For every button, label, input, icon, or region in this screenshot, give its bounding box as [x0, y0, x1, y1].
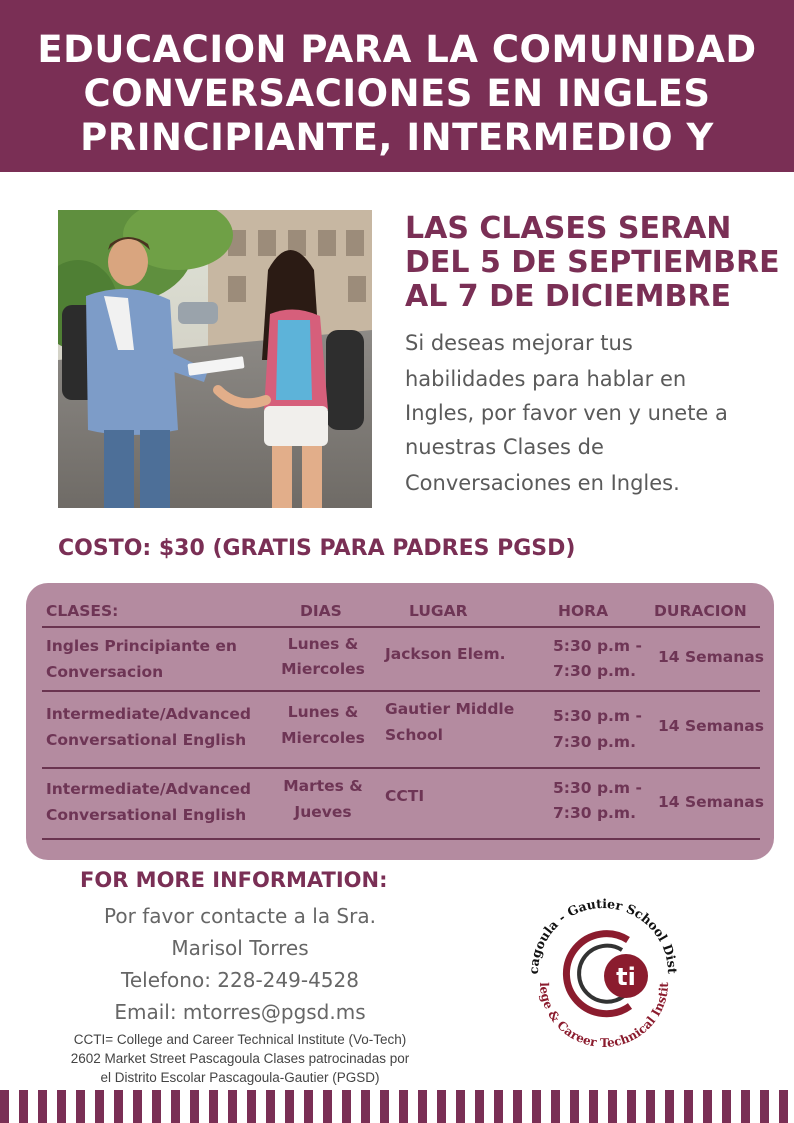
row2-time-line-2: 7:30 p.m. [553, 733, 636, 751]
banner-title-line-2: CONVERSACIONES EN INGLES [83, 72, 711, 115]
dates-headline-line-1: LAS CLASES SERAN [405, 211, 732, 246]
row1-location: Jackson Elem. [385, 645, 506, 663]
students-photo [58, 210, 372, 508]
footnote-line-2: 2602 Market Street Pascagoula Clases patrocinadas por [70, 1051, 410, 1066]
intro-text-line-2: habilidades para hablar en [405, 367, 687, 391]
header-banner [0, 0, 794, 172]
students-photo-illustration [58, 210, 372, 508]
row3-days-line-1: Martes & [283, 777, 363, 795]
row3-days-line-2: Jueves [294, 803, 352, 821]
row1-time-line-1: 5:30 p.m - [553, 637, 642, 655]
banner-title-line-3: PRINCIPIANTE, INTERMEDIO Y [80, 116, 714, 159]
row2-duration: 14 Semanas [658, 717, 764, 735]
intro-text-line-4: nuestras Clases de [405, 435, 604, 459]
row2-class-line-2: Conversational English [46, 731, 247, 749]
row2-days-line-2: Miercoles [281, 729, 365, 747]
contact-line-1: Por favor contacte a la Sra. [104, 904, 376, 928]
logo-top-text: cagoula - Gautier School Dist [525, 895, 681, 975]
row3-duration: 14 Semanas [658, 793, 764, 811]
row3-time-line-1: 5:30 p.m - [553, 779, 642, 797]
dates-headline-line-3: AL 7 DE DICIEMBRE [405, 279, 731, 314]
header-clases: CLASES: [46, 602, 119, 620]
more-info-title: FOR MORE INFORMATION: [80, 868, 388, 892]
contact-phone: Telefono: 228-249-4528 [121, 968, 359, 992]
row1-duration: 14 Semanas [658, 648, 764, 666]
table-divider [42, 626, 760, 628]
contact-email: Email: mtorres@pgsd.ms [114, 1000, 366, 1024]
row3-class-line-2: Conversational English [46, 806, 247, 824]
cost-label: COSTO: $30 (GRATIS PARA PADRES PGSD) [58, 536, 576, 561]
row2-days-line-1: Lunes & [287, 703, 359, 721]
intro-text-line-1: Si deseas mejorar tus [405, 331, 633, 355]
intro-text-line-5: Conversaciones en Ingles. [405, 471, 680, 495]
row2-location-line-1: Gautier Middle [385, 700, 515, 718]
header-dias: DIAS [300, 602, 342, 620]
logo-ti-mark: ti [616, 963, 636, 991]
row1-class-line-1: Ingles Principiante en [46, 637, 237, 655]
footnote-line-1: CCTI= College and Career Technical Institute (Vo-Tech) [73, 1032, 407, 1047]
row3-class-line-1: Intermediate/Advanced [46, 780, 251, 798]
header-hora: HORA [558, 602, 609, 620]
header-duracion: DURACION [654, 602, 747, 620]
row1-days-line-2: Miercoles [281, 660, 365, 678]
dates-headline-line-2: DEL 5 DE SEPTIEMBRE [405, 245, 780, 280]
table-divider [42, 838, 760, 840]
ccti-logo [518, 888, 688, 1058]
footnote-line-3: el Distrito Escolar Pascagoula-Gautier (PGSD) [100, 1070, 380, 1085]
row3-time-line-2: 7:30 p.m. [553, 804, 636, 822]
row3-location: CCTI [385, 787, 425, 805]
table-divider [42, 690, 760, 692]
logo-bottom-text: lege & Career Technical Instit [536, 981, 672, 1051]
row2-class-line-1: Intermediate/Advanced [46, 705, 251, 723]
decorative-stripe-border [0, 1090, 794, 1123]
header-lugar: LUGAR [409, 602, 468, 620]
contact-name: Marisol Torres [171, 936, 309, 960]
row1-class-line-2: Conversacion [46, 663, 164, 681]
row1-time-line-2: 7:30 p.m. [553, 662, 636, 680]
row2-time-line-1: 5:30 p.m - [553, 707, 642, 725]
table-divider [42, 767, 760, 769]
ccti-logo-mark [518, 888, 688, 1058]
banner-title-line-1: EDUCACION PARA LA COMUNIDAD [37, 28, 757, 71]
row1-days-line-1: Lunes & [287, 635, 359, 653]
row2-location-line-2: School [385, 726, 443, 744]
intro-text-line-3: Ingles, por favor ven y unete a [405, 401, 728, 425]
